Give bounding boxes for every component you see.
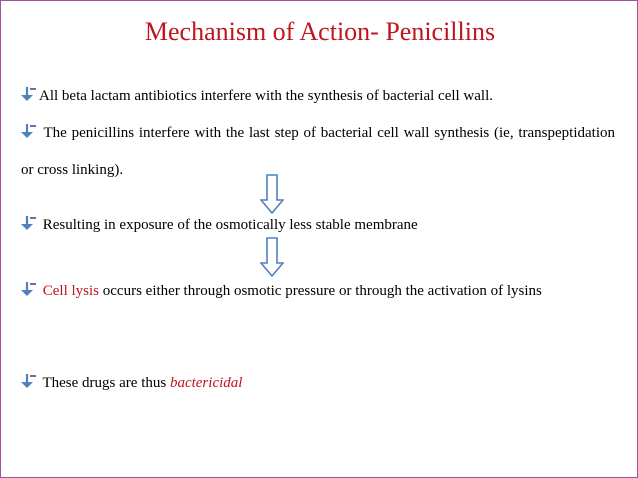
bullet-arrow-icon bbox=[21, 216, 37, 230]
bullet-1-text: All beta lactam antibiotics interfere with the synthesis of bacterial cell wall. bbox=[39, 88, 494, 104]
bactericidal-emphasis: bactericidal bbox=[169, 375, 243, 391]
bullet-5-text: These drugs are thus bbox=[42, 375, 167, 391]
bullet-4 bbox=[21, 273, 615, 310]
bullet-arrow-icon bbox=[21, 282, 37, 296]
slide-title: Mechanism of Action- Penicillins bbox=[144, 17, 496, 46]
bullet-2 bbox=[21, 115, 615, 189]
bullet-arrow-icon bbox=[21, 124, 37, 138]
bullet-3-text: Resulting in exposure of the osmotically less stable membrane bbox=[42, 217, 418, 233]
bullet-5 bbox=[21, 365, 615, 402]
bullet-3 bbox=[21, 207, 615, 244]
bullet-2-text: The penicillins interfere with the last step of bacterial cell wall synthesis (ie, transpeptidation or cross linking). bbox=[21, 125, 615, 178]
bullet-4-text: occurs either through osmotic pressure or through the activation of lysins bbox=[102, 283, 542, 299]
flow-arrow-2-icon bbox=[260, 237, 284, 277]
bullet-1 bbox=[21, 78, 615, 115]
bullet-arrow-icon bbox=[21, 87, 37, 101]
cell-lysis-highlight: Cell lysis bbox=[42, 283, 100, 299]
bullet-arrow-icon bbox=[21, 374, 37, 388]
